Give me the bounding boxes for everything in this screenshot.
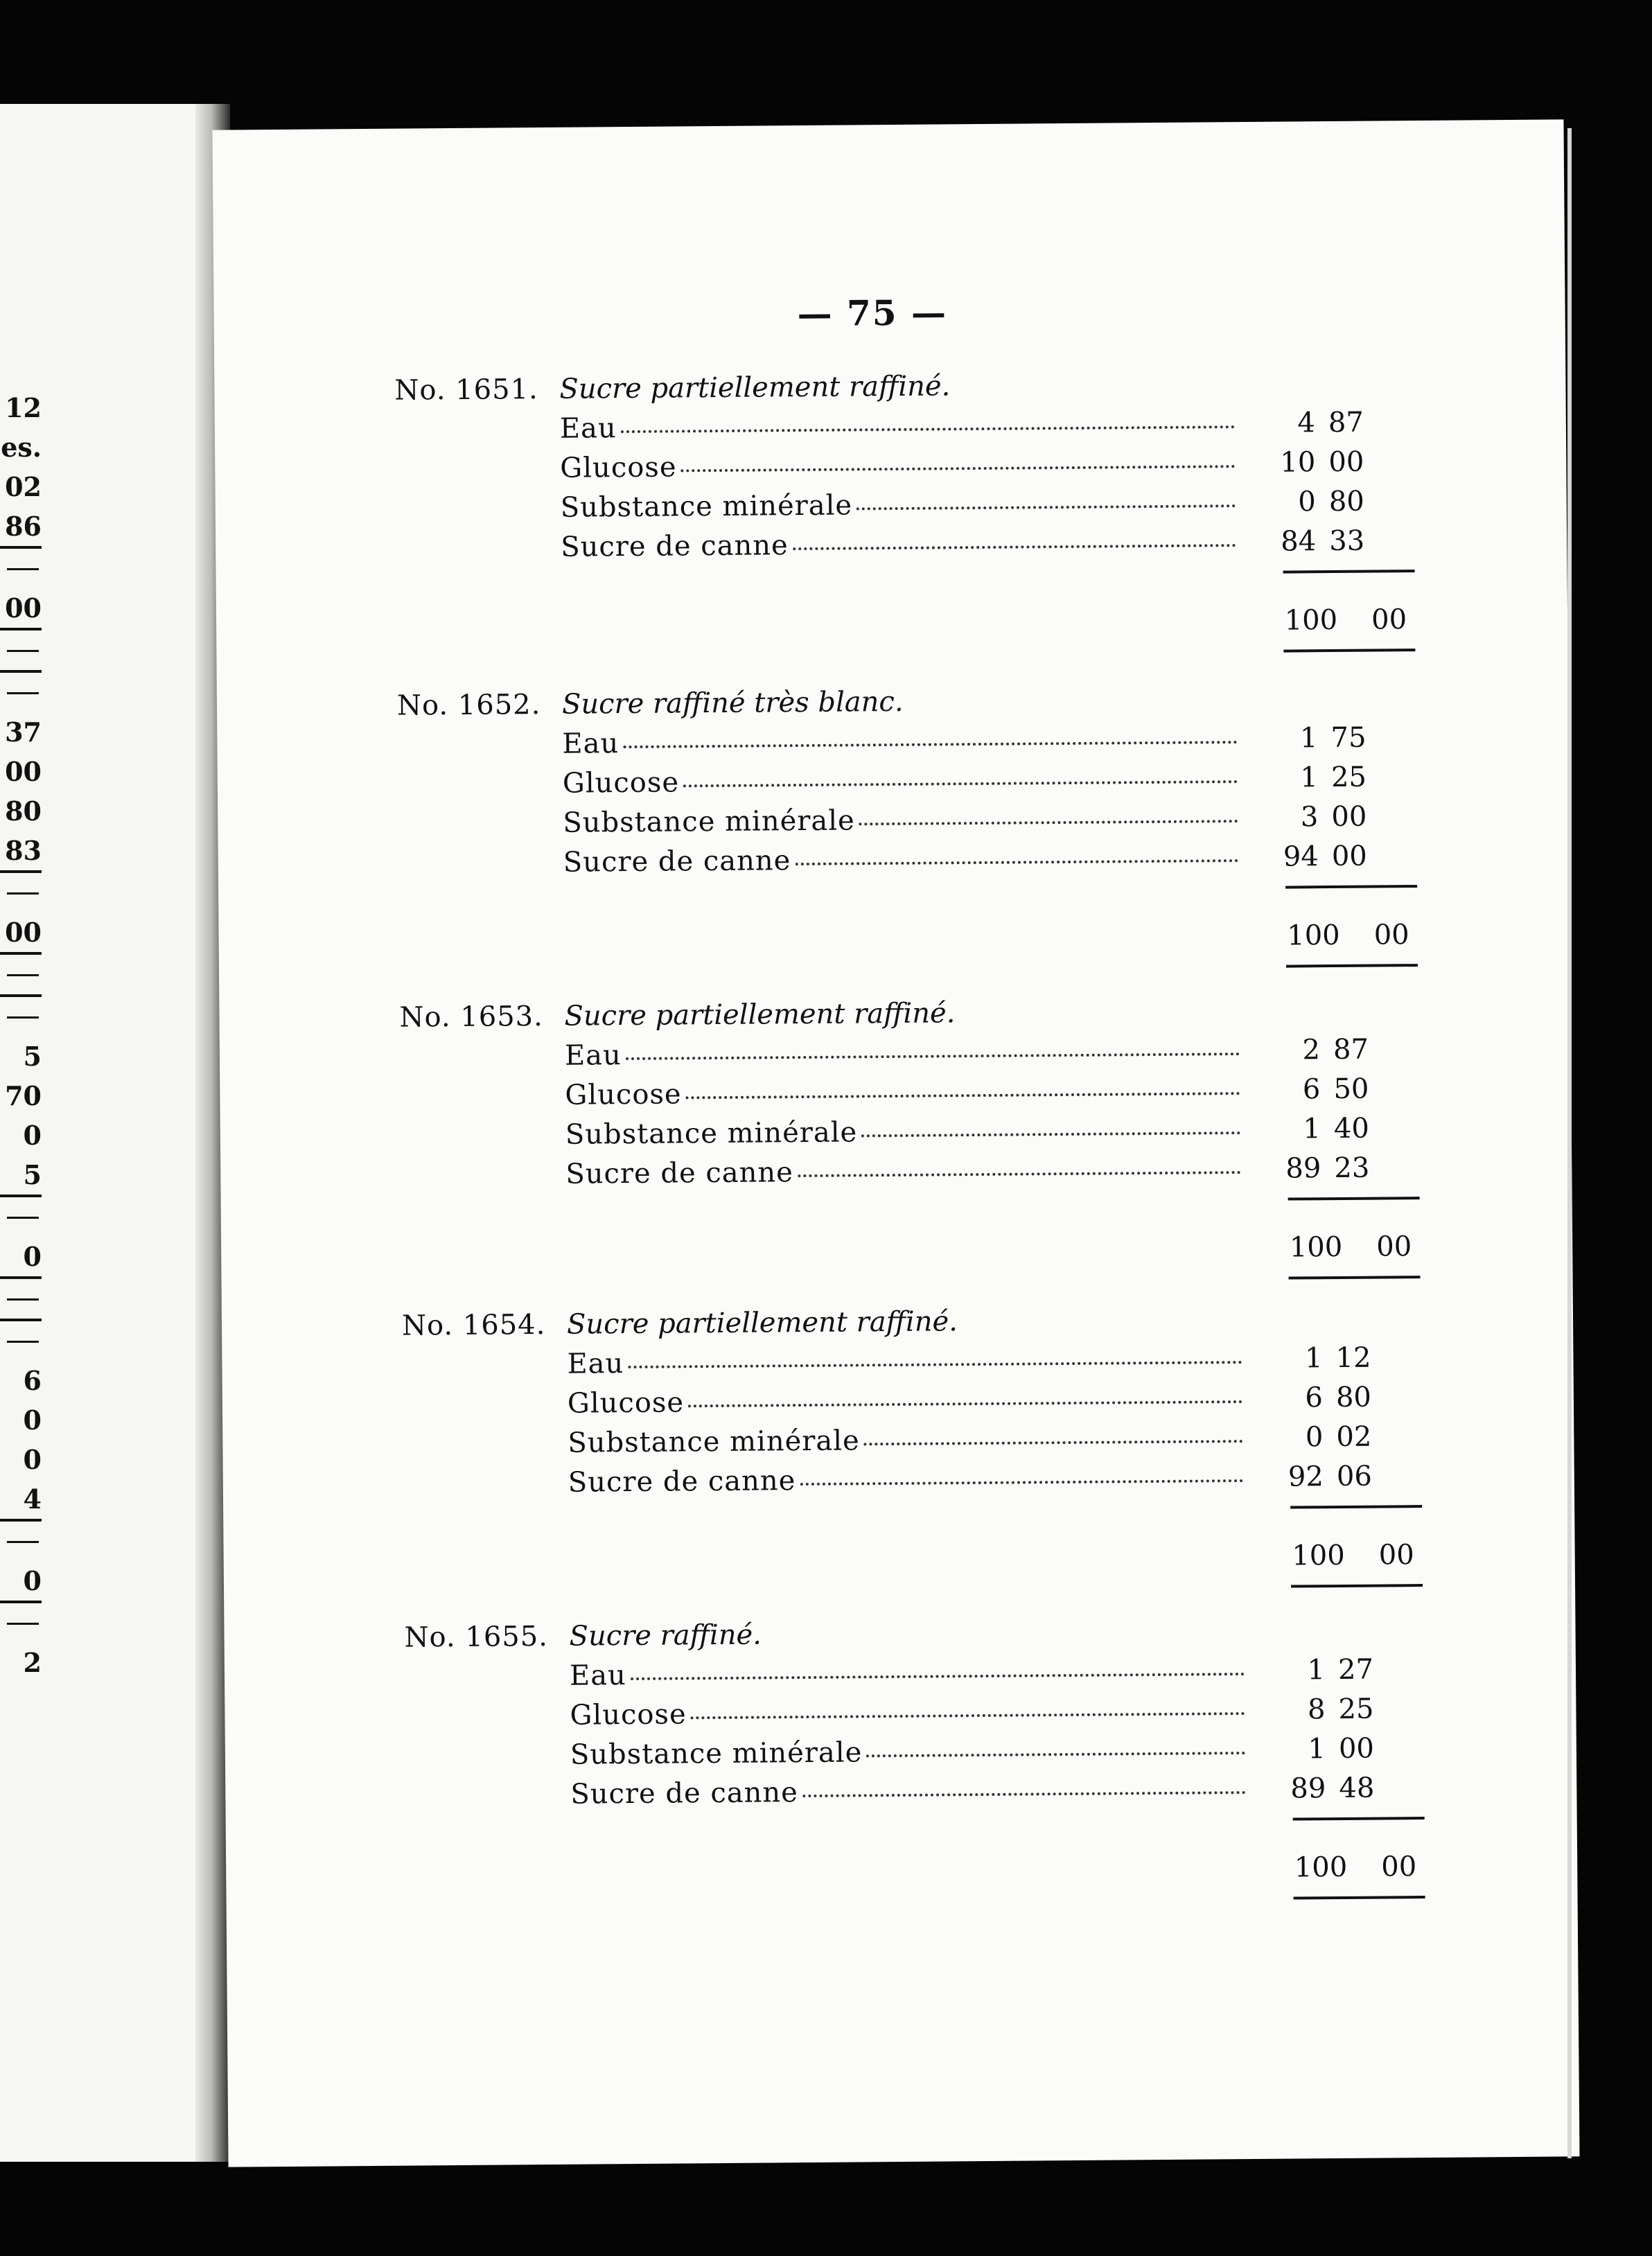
entry-title: Sucre partiellement raffiné. [559,370,951,405]
total-integer: 100 [1294,1851,1348,1884]
sum-rule [1288,1197,1420,1200]
leader-dots [691,1712,1245,1719]
margin-number: 83 [5,835,42,866]
value-integer: 1 [1299,722,1318,755]
entry-title: Sucre partiellement raffiné. [564,997,956,1032]
leader-dots [800,1479,1242,1486]
total-integer: 100 [1287,919,1340,952]
leader-dots [793,544,1236,550]
value-decimal: 80 [1328,485,1364,518]
value-integer: 0 [1298,486,1316,518]
value-integer: 1 [1307,1654,1326,1686]
sum-rule [1290,1505,1422,1508]
margin-number [0,546,42,588]
sum-rule [1285,885,1417,888]
document-page [212,119,1579,2167]
margin-number: 00 [5,917,42,948]
leader-dots [621,425,1235,433]
composition-row [564,1033,1369,1079]
analysis-entry [396,681,1547,952]
margin-number: 00 [5,592,42,624]
entry-number: No. 1653. [399,1000,544,1034]
total-decimal: 00 [1371,603,1407,636]
leader-dots [795,859,1238,865]
margin-number [0,670,42,712]
margin-number: 0 [23,1444,42,1475]
margin-number [0,1276,42,1319]
entry-title: Sucre partiellement raffiné. [566,1305,958,1341]
total-rule [1283,649,1415,652]
page-edge [1567,128,1572,2158]
value-decimal: 06 [1336,1460,1372,1493]
leader-dots [686,1092,1240,1099]
margin-number: 4 [23,1483,42,1515]
value-decimal: 33 [1329,525,1365,558]
value-decimal: 02 [1336,1420,1372,1454]
total-rule [1294,1896,1425,1899]
composition-row [565,1073,1369,1119]
value-decimal: 27 [1337,1653,1374,1686]
leader-dots [861,1131,1240,1137]
composition-row [560,446,1364,492]
total-decimal: 00 [1381,1851,1417,1883]
margin-number: 5 [23,1159,42,1190]
value-decimal: 12 [1335,1341,1371,1375]
margin-number: 70 [5,1080,42,1111]
component-label: Eau [569,1659,627,1692]
leader-dots [856,504,1236,510]
component-label: Glucose [570,1698,687,1731]
leader-dots [623,741,1237,748]
value-decimal: 00 [1331,840,1367,873]
sum-rule [1283,570,1415,573]
value-decimal: 23 [1334,1152,1370,1185]
margin-number: 2 [23,1647,42,1678]
margin-number [0,952,42,994]
composition-row [570,1732,1375,1779]
margin-number [0,1319,42,1361]
leader-dots [683,780,1238,787]
margin-number: 0 [23,1404,42,1436]
analysis-entry [404,1613,1554,1884]
total-integer: 100 [1284,603,1338,637]
leader-dots [802,1791,1245,1797]
component-label: Eau [567,1348,624,1380]
component-label: Glucose [560,451,677,484]
total-rule [1291,1584,1423,1587]
value-integer: 1 [1308,1733,1326,1765]
value-integer: 3 [1300,801,1319,834]
component-label: Glucose [565,1078,682,1111]
value-integer: 6 [1305,1382,1324,1414]
total-integer: 100 [1289,1231,1343,1264]
composition-row [567,1341,1371,1388]
value-integer: 92 [1288,1461,1324,1493]
value-decimal: 00 [1338,1732,1375,1765]
value-decimal: 48 [1339,1772,1375,1805]
composition-row [565,1112,1370,1158]
composition-row [569,1653,1374,1700]
page-number: — 75 — [797,292,948,335]
entry-number: No. 1651. [394,373,538,407]
margin-number: 02 [5,471,42,502]
composition-row [560,485,1364,531]
leader-dots [859,820,1238,825]
analysis-entry [394,366,1545,637]
total-rule [1286,964,1418,967]
component-label: Glucose [562,766,680,800]
entry-number: No. 1652. [396,689,541,722]
leader-dots [798,1171,1240,1177]
composition-row [561,525,1365,571]
value-decimal: 40 [1333,1112,1370,1145]
total-decimal: 00 [1373,919,1409,951]
component-label: Sucre de canne [563,845,791,879]
value-integer: 4 [1297,407,1316,439]
composition-row [565,1152,1370,1198]
composition-row [570,1772,1375,1818]
entry-number: No. 1655. [404,1620,549,1654]
margin-number: 00 [5,756,42,787]
margin-number [0,870,42,913]
leader-dots [864,1440,1243,1445]
value-integer: 0 [1305,1421,1324,1454]
total-decimal: 00 [1378,1539,1414,1571]
margin-number: 0 [23,1565,42,1596]
leader-dots [628,1361,1242,1368]
margin-number [0,1195,42,1237]
margin-number: 80 [5,795,42,827]
value-integer: 89 [1290,1772,1326,1805]
value-decimal: 25 [1338,1693,1374,1726]
value-integer: 1 [1304,1342,1323,1375]
composition-row [562,721,1367,768]
value-integer: 94 [1283,840,1319,873]
margin-number: 86 [5,511,42,542]
value-decimal: 87 [1333,1033,1369,1066]
margin-number [0,1601,42,1643]
value-integer: 8 [1307,1693,1326,1726]
entry-title: Sucre raffiné. [569,1619,762,1653]
margin-number: 6 [23,1365,42,1396]
leader-dots [688,1400,1242,1407]
composition-row [563,800,1367,847]
component-label: Eau [564,1039,622,1072]
total-decimal: 00 [1376,1231,1412,1263]
margin-number [0,994,42,1037]
value-integer: 6 [1302,1073,1321,1106]
composition-row [559,406,1364,452]
component-label: Substance minérale [568,1425,860,1459]
margin-number: 12 [5,392,42,423]
component-label: Substance minérale [570,1736,863,1771]
leader-dots [866,1752,1245,1757]
value-decimal: 80 [1335,1381,1372,1414]
sum-rule [1293,1817,1425,1820]
value-decimal: 50 [1333,1073,1369,1106]
value-integer: 1 [1303,1113,1321,1145]
facing-page-margin-numbers [0,388,42,1682]
composition-row [562,761,1367,807]
component-label: Substance minérale [565,1116,858,1151]
component-label: Eau [559,412,617,445]
entry-title: Sucre raffiné très blanc. [561,685,904,721]
composition-row [568,1420,1372,1467]
composition-row [563,840,1367,886]
component-label: Substance minérale [560,489,853,524]
margin-number: es. [1,432,42,463]
composition-row [567,1381,1372,1427]
margin-number: 5 [23,1041,42,1072]
margin-number: 0 [23,1120,42,1151]
analysis-entry [399,993,1549,1264]
component-label: Sucre de canne [561,529,789,563]
entry-number: No. 1654. [401,1308,546,1342]
margin-number: 37 [5,716,42,748]
value-integer: 10 [1280,446,1316,479]
value-decimal: 00 [1331,800,1367,834]
total-rule [1289,1276,1421,1279]
leader-dots [631,1673,1245,1680]
margin-number [0,1519,42,1561]
component-label: Sucre de canne [568,1465,796,1499]
component-label: Glucose [567,1386,685,1420]
value-integer: 84 [1281,525,1317,558]
value-integer: 2 [1302,1034,1321,1066]
composition-row [570,1693,1374,1739]
leader-dots [626,1052,1240,1060]
component-label: Eau [562,728,620,760]
value-integer: 1 [1300,761,1319,794]
total-integer: 100 [1292,1539,1345,1572]
component-label: Substance minérale [563,804,855,839]
component-label: Sucre de canne [565,1156,794,1190]
component-label: Sucre de canne [570,1777,799,1810]
analysis-entry [401,1301,1552,1572]
value-integer: 89 [1285,1152,1321,1185]
leader-dots [681,465,1236,472]
composition-row [568,1460,1372,1506]
margin-number [0,628,42,670]
margin-number: 0 [23,1241,42,1272]
value-decimal: 75 [1330,721,1367,755]
value-decimal: 87 [1328,406,1364,439]
value-decimal: 00 [1328,446,1364,479]
value-decimal: 25 [1330,761,1367,794]
